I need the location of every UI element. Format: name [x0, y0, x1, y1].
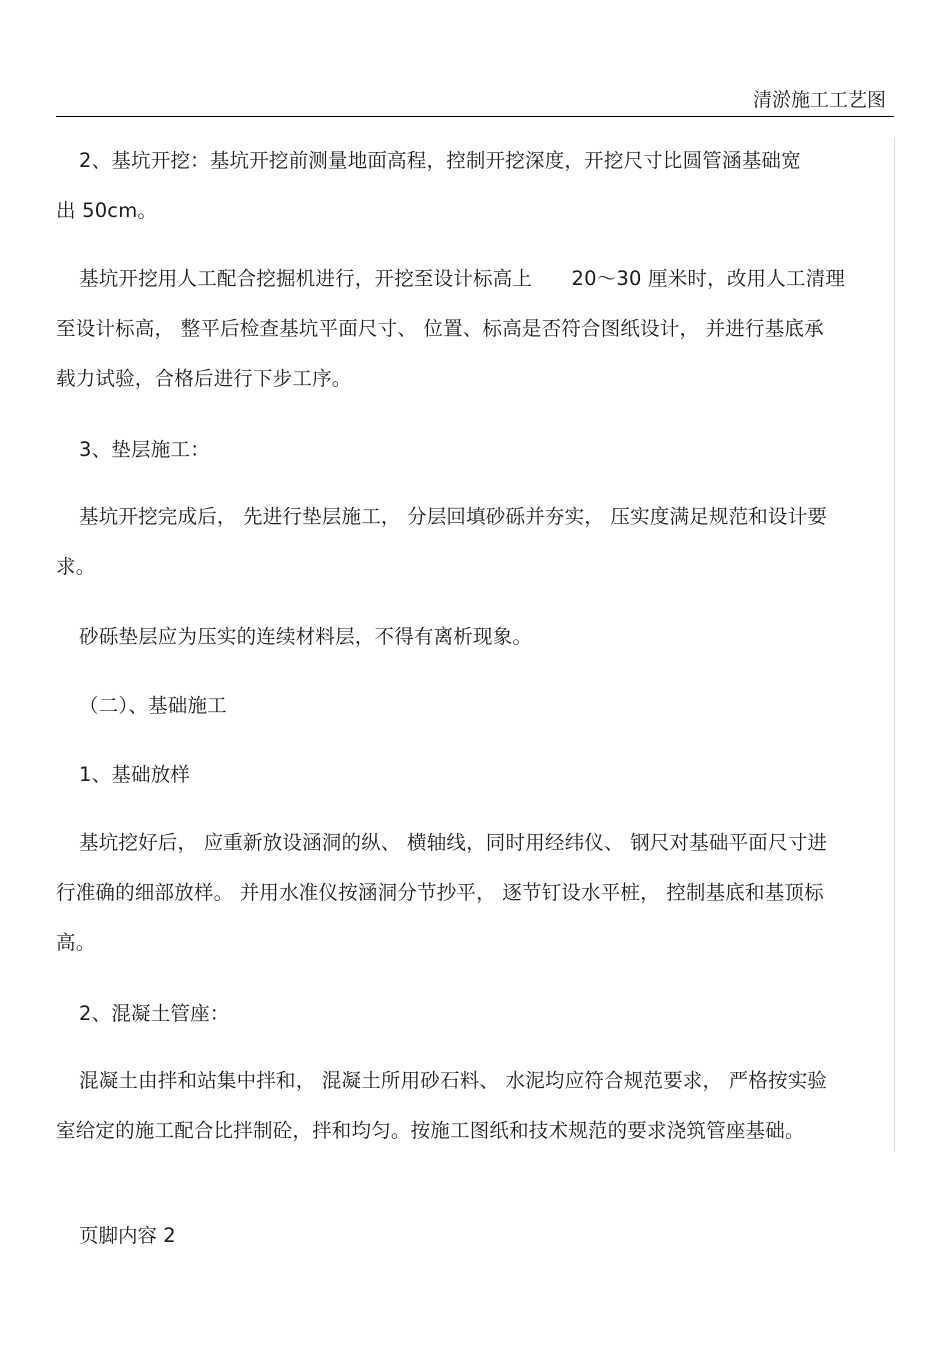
heading-concrete-pipe-seat: 2、混凝土管座：: [79, 1002, 230, 1025]
paragraph-cushion-line-2: 求。: [56, 555, 96, 578]
heading-cushion-construction: 3、垫层施工：: [79, 438, 210, 461]
paragraph-excavation-line-2: 出 50cm。: [56, 199, 158, 222]
paragraph-excavation-line-1: 2、基坑开挖：基坑开挖前测量地面高程，控制开挖深度，开挖尺寸比圆管涵基础宽: [79, 149, 801, 172]
paragraph-gravel-layer: 砂砾垫层应为压实的连续材料层，不得有离析现象。: [79, 625, 533, 648]
paragraph-layout-line-1: 基坑挖好后， 应重新放设涵洞的纵、 横轴线，同时用经纬仪、 钢尺对基础平面尺寸进: [79, 831, 828, 854]
paragraph-excavation-method-line-1: 基坑开挖用人工配合挖掘机进行，开挖至设计标高上 20～30 厘米时，改用人工清理: [79, 267, 846, 290]
paragraph-cushion-line-1: 基坑开挖完成后， 先进行垫层施工， 分层回填砂砾并夯实， 压实度满足规范和设计要: [79, 505, 828, 528]
paragraph-layout-line-2: 行准确的细部放样。 并用水准仪按涵洞分节抄平， 逐节钉设水平桩， 控制基底和基顶标: [56, 881, 824, 904]
paragraph-layout-line-3: 高。: [56, 931, 96, 954]
heading-foundation-layout: 1、基础放样: [79, 763, 191, 786]
paragraph-excavation-method-line-2: 至设计标高， 整平后检查基坑平面尺寸、 位置、标高是否符合图纸设计， 并进行基底承: [56, 317, 824, 340]
paragraph-concrete-line-2: 室给定的施工配合比拌制砼，拌和均匀。按施工图纸和技术规范的要求浇筑管座基础。: [56, 1119, 805, 1142]
paragraph-concrete-line-1: 混凝土由拌和站集中拌和， 混凝土所用砂石料、 水泥均应符合规范要求， 严格按实验: [79, 1069, 828, 1092]
page-footer: 页脚内容 2: [79, 1224, 176, 1247]
paragraph-excavation-method-line-3: 载力试验，合格后进行下步工序。: [56, 367, 352, 390]
heading-foundation-construction: （二）、基础施工: [79, 694, 227, 717]
page-header-title: 清淤施工工艺图: [752, 89, 886, 111]
